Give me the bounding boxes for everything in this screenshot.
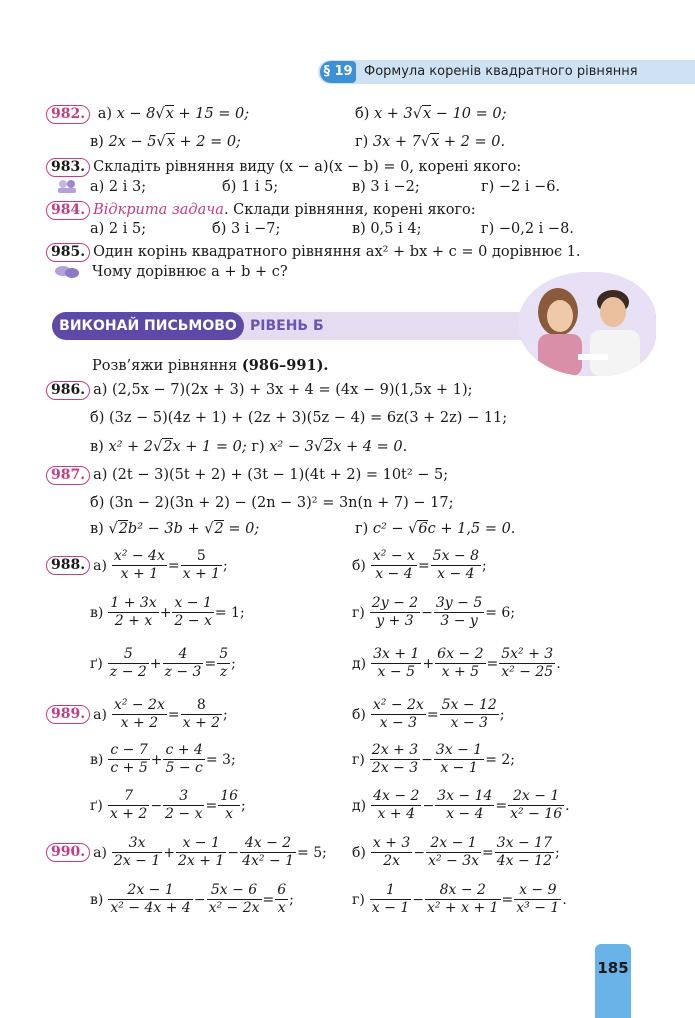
problem-990-a: 990. а) $\frac{3x}{2x - 1}$ + $\frac{x - 1}{2x + 1}$ − $\frac{4x - 2}{\text{4x² − 1}}$ = 5; xyxy=(46,835,327,870)
page-number: 185 xyxy=(595,944,631,1018)
option-g: г) −2 і −6. xyxy=(481,179,561,195)
problem-990-g: г) $\frac{1}{x - 1}$ − $\frac{8x - 2}{\text{x² + x + 1}}$ = $\frac{x - 9}{\text{x³ − 1}}$ . xyxy=(352,882,567,916)
option-g: г) −0,2 і −8. xyxy=(481,221,574,237)
problem-number: 985. xyxy=(46,243,90,262)
students-photo xyxy=(518,272,656,376)
problem-989-d: д) $\frac{4x - 2}{x + 4}$ − $\frac{3x - 14}{x - 4}$ = $\frac{2x - 1}{\text{x² − 16}}$ . xyxy=(352,788,570,822)
problem-number: 982. xyxy=(46,105,90,124)
problem-982-g: г) 3x + 7√x + 2 = 0. xyxy=(355,134,506,150)
problem-986-b: б) (3z − 5)(4z + 1) + (2z + 3)(5z − 4) = 6z(3 + 2z) − 11; xyxy=(90,410,508,426)
problem-number: 990. xyxy=(46,843,90,862)
problem-number: 987. xyxy=(46,466,90,485)
problem-number: 986. xyxy=(46,381,90,400)
intro-text: Розв’яжи рівняння (986–991). xyxy=(92,357,329,374)
problem-989-b: б) $\frac{\text{x² − 2x}}{x - 3}$ = $\frac{5x - 12}{x - 3}$ ; xyxy=(352,697,505,731)
problem-number: 989. xyxy=(46,705,90,724)
problem-988-a: 988. а) $\frac{\text{x² − 4x}}{x + 1}$ = $\frac{5}{x + 1}$ ; xyxy=(46,548,228,583)
problem-987-v: в) √2b² − 3b + √2 = 0; xyxy=(90,521,260,537)
section-number: § 19 xyxy=(320,61,356,83)
problem-982-v: в) 2x − 5√x + 2 = 0; xyxy=(90,134,241,150)
problem-984: 984. Відкрита задача. Склади рівняння, корені якого: xyxy=(46,200,476,220)
problem-989-a: 989. а) $\frac{\text{x² − 2x}}{x + 2}$ = $\frac{8}{x + 2}$ ; xyxy=(46,697,228,732)
problem-988-b: б) $\frac{\text{x² − x}}{x - 4}$ = $\frac{5x - 8}{x - 4}$ ; xyxy=(352,548,487,582)
option-a: а) 2 і 3; xyxy=(90,179,147,195)
problem-988-g: г) $\frac{2y - 2}{y + 3}$ − $\frac{3y - 5}{3 - y}$ = 6; xyxy=(352,595,516,629)
option-b: б) 1 і 5; xyxy=(222,179,279,195)
problem-988-v: в) $\frac{1 + 3x}{2 + x}$ + $\frac{x - 1}{2 - x}$ = 1; xyxy=(90,595,245,629)
problem-number: 988. xyxy=(46,556,90,575)
problem-988-g2: ґ) $\frac{5}{z - 2}$ + $\frac{4}{z - 3}$ = $\frac{5}{z}$ ; xyxy=(90,646,236,680)
problem-number: 984. xyxy=(46,201,90,220)
problem-988-d: д) $\frac{3x + 1}{x - 5}$ + $\frac{6x - 2}{x + 5}$ = $\frac{\text{5x² + 3}}{\text{x² − 25}}$ . xyxy=(352,646,561,680)
problem-989-g2: ґ) $\frac{7}{x + 2}$ − $\frac{3}{2 - x}$ = $\frac{16}{x}$ ; xyxy=(90,788,246,822)
problem-985-line2: Чому дорівнює a + b + c? xyxy=(92,264,288,280)
option-v: в) 3 і −2; xyxy=(352,179,420,195)
problem-985: 985. Один корінь квадратного рівняння ax² + bx + c = 0 дорівнює 1. xyxy=(46,242,581,262)
problem-990-b: б) $\frac{x + 3}{2x}$ − $\frac{2x - 1}{\text{x² − 3x}}$ = $\frac{3x - 17}{4x - 12}$ ; xyxy=(352,835,560,869)
problem-982-row1: 982. а) x − 8√x + 15 = 0; xyxy=(46,104,249,124)
problem-986-vg: в) x² + 2√2x + 1 = 0; г) x² − 3√2x + 4 = 0. xyxy=(90,439,408,455)
discussion-icon xyxy=(54,264,80,278)
banner-write-label: ВИКОНАЙ ПИСЬМОВО xyxy=(52,312,244,340)
problem-989-v: в) $\frac{c - 7}{c + 5}$ + $\frac{c + 4}{5 - c}$ = 3; xyxy=(90,742,236,776)
option-a: а) 2 і 5; xyxy=(90,221,147,237)
problem-987-b: б) (3n − 2)(3n + 2) − (2n − 3)² = 3n(n + 7) − 17; xyxy=(90,495,454,511)
problem-number: 983. xyxy=(46,158,90,177)
problem-987-a: 987. а) (2t − 3)(5t + 2) + (3t − 1)(4t + 2) = 10t² − 5; xyxy=(46,465,448,485)
problem-982-b: б) x + 3√x − 10 = 0; xyxy=(355,106,507,122)
problem-987-g: г) c² − √6c + 1,5 = 0. xyxy=(355,521,516,537)
option-v: в) 0,5 і 4; xyxy=(352,221,422,237)
option-b: б) 3 і −7; xyxy=(212,221,281,237)
problem-983: 983. Складіть рівняння виду (x − a)(x − b) = 0, корені якого: xyxy=(46,157,521,177)
banner-level-label: РІВЕНЬ Б xyxy=(250,318,324,334)
problem-989-g: г) $\frac{2x + 3}{2x - 3}$ − $\frac{3x - 1}{x - 1}$ = 2; xyxy=(352,742,516,776)
section-title: Формула коренів квадратного рівняння xyxy=(364,64,638,79)
problem-986-a: 986. а) (2,5x − 7)(2x + 3) + 3x + 4 = (4x − 9)(1,5x + 1); xyxy=(46,380,473,400)
problem-990-v: в) $\frac{2x - 1}{\text{x² − 4x + 4}}$ − $\frac{5x - 6}{\text{x² − 2x}}$ = $\frac{6}{x}$ ; xyxy=(90,882,294,916)
pair-work-icon xyxy=(56,178,78,192)
